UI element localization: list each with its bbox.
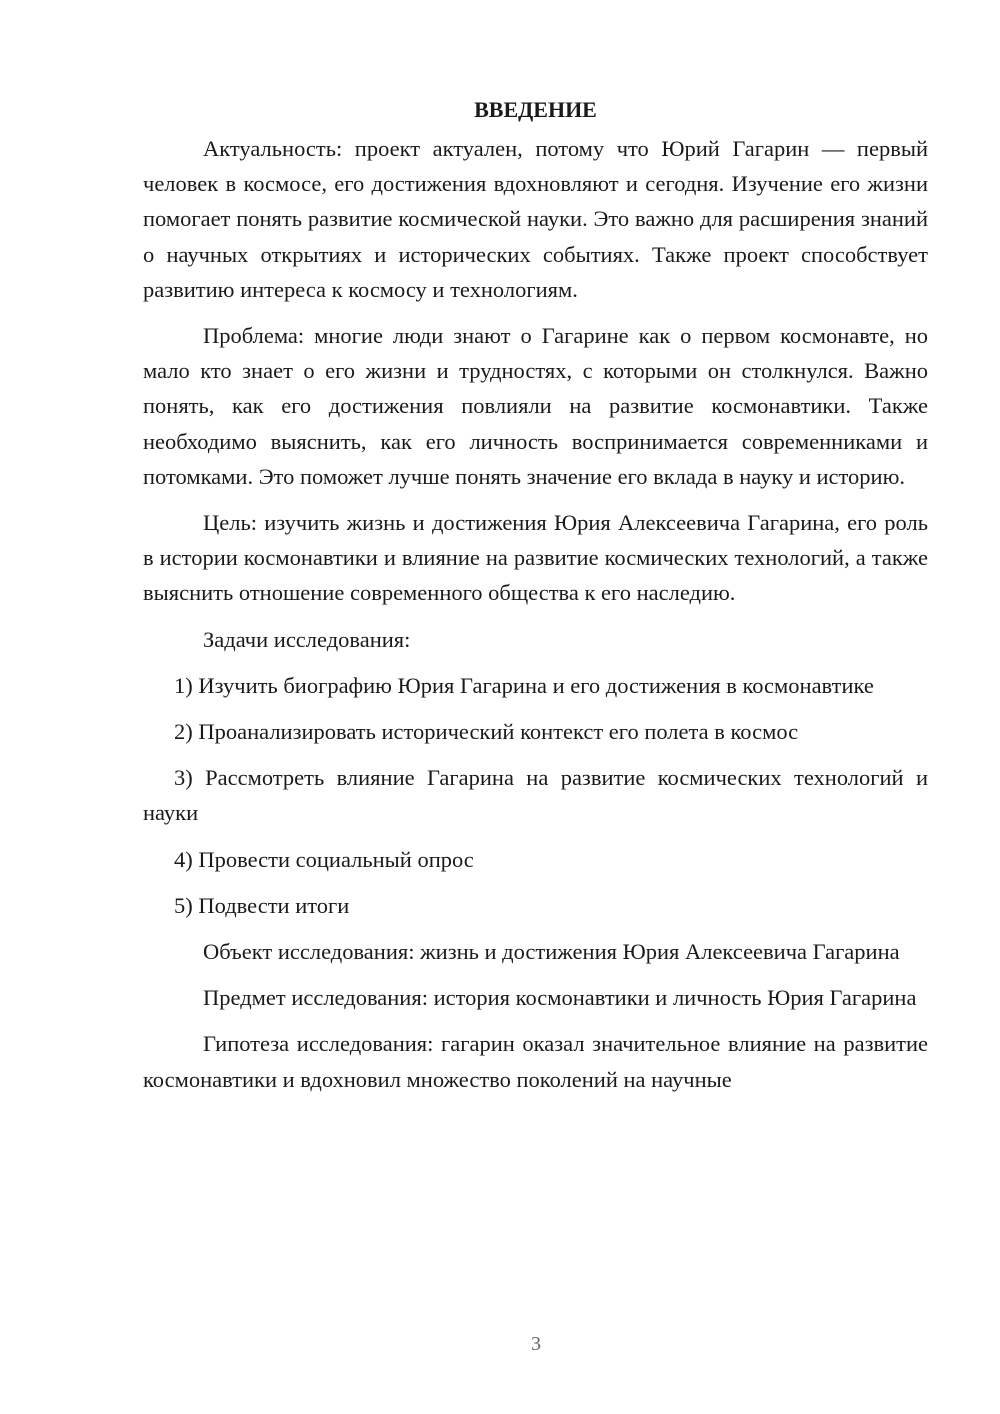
- document-page: [143, 92, 928, 1108]
- paragraph-hypothesis: Гипотеза исследования: гагарин оказал значительное влияние на развитие космонавтики и вдохновил множество поколений на научные: [143, 1031, 928, 1092]
- paragraph-subject: Предмет исследования: история космонавтики и личность Юрия Гагарина: [203, 985, 917, 1011]
- task-item: 4) Провести социальный опрос: [174, 846, 474, 872]
- task-item: 1) Изучить биографию Юрия Гагарина и его достижения в космонавтике: [174, 672, 874, 698]
- task-item: 2) Проанализировать исторический контекст его полета в космос: [174, 719, 799, 745]
- paragraph-relevance: Актуальность: проект актуален, потому что Юрий Гагарин — первый человек в космосе, его достижения вдохновляют и сегодня. Изучение его жизни помогает понять развитие космической науки. Это важно для расширения знаний о научных открытиях и исторических событиях. Также проект способствует развитию интереса к космосу и технологиям.: [143, 136, 928, 302]
- task-item: 3) Рассмотреть влияние Гагарина на развитие космических технологий и науки: [143, 765, 928, 826]
- paragraph-tasks-title: Задачи исследования:: [203, 626, 411, 652]
- paragraph-object: Объект исследования: жизнь и достижения Юрия Алексеевича Гагарина: [203, 939, 900, 965]
- page-number: 3: [531, 1333, 541, 1355]
- section-heading: ВВЕДЕНИЕ: [474, 97, 597, 122]
- task-item: 5) Подвести итоги: [174, 892, 350, 918]
- paragraph-problem: Проблема: многие люди знают о Гагарине как о первом космонавте, но мало кто знает о его жизни и трудностях, с которыми он столкнулся. Важно понять, как его достижения повлияли на развитие космонавтики. Также необходимо выяснить, как его личность воспринимается современниками и потомками. Это поможет лучше понять значение его вклада в науку и историю.: [143, 323, 928, 489]
- paragraph-goal: Цель: изучить жизнь и достижения Юрия Алексеевича Гагарина, его роль в истории космонавтики и влияние на развитие космических технологий, а также выяснить отношение современного общества к его наследию.: [143, 510, 928, 606]
